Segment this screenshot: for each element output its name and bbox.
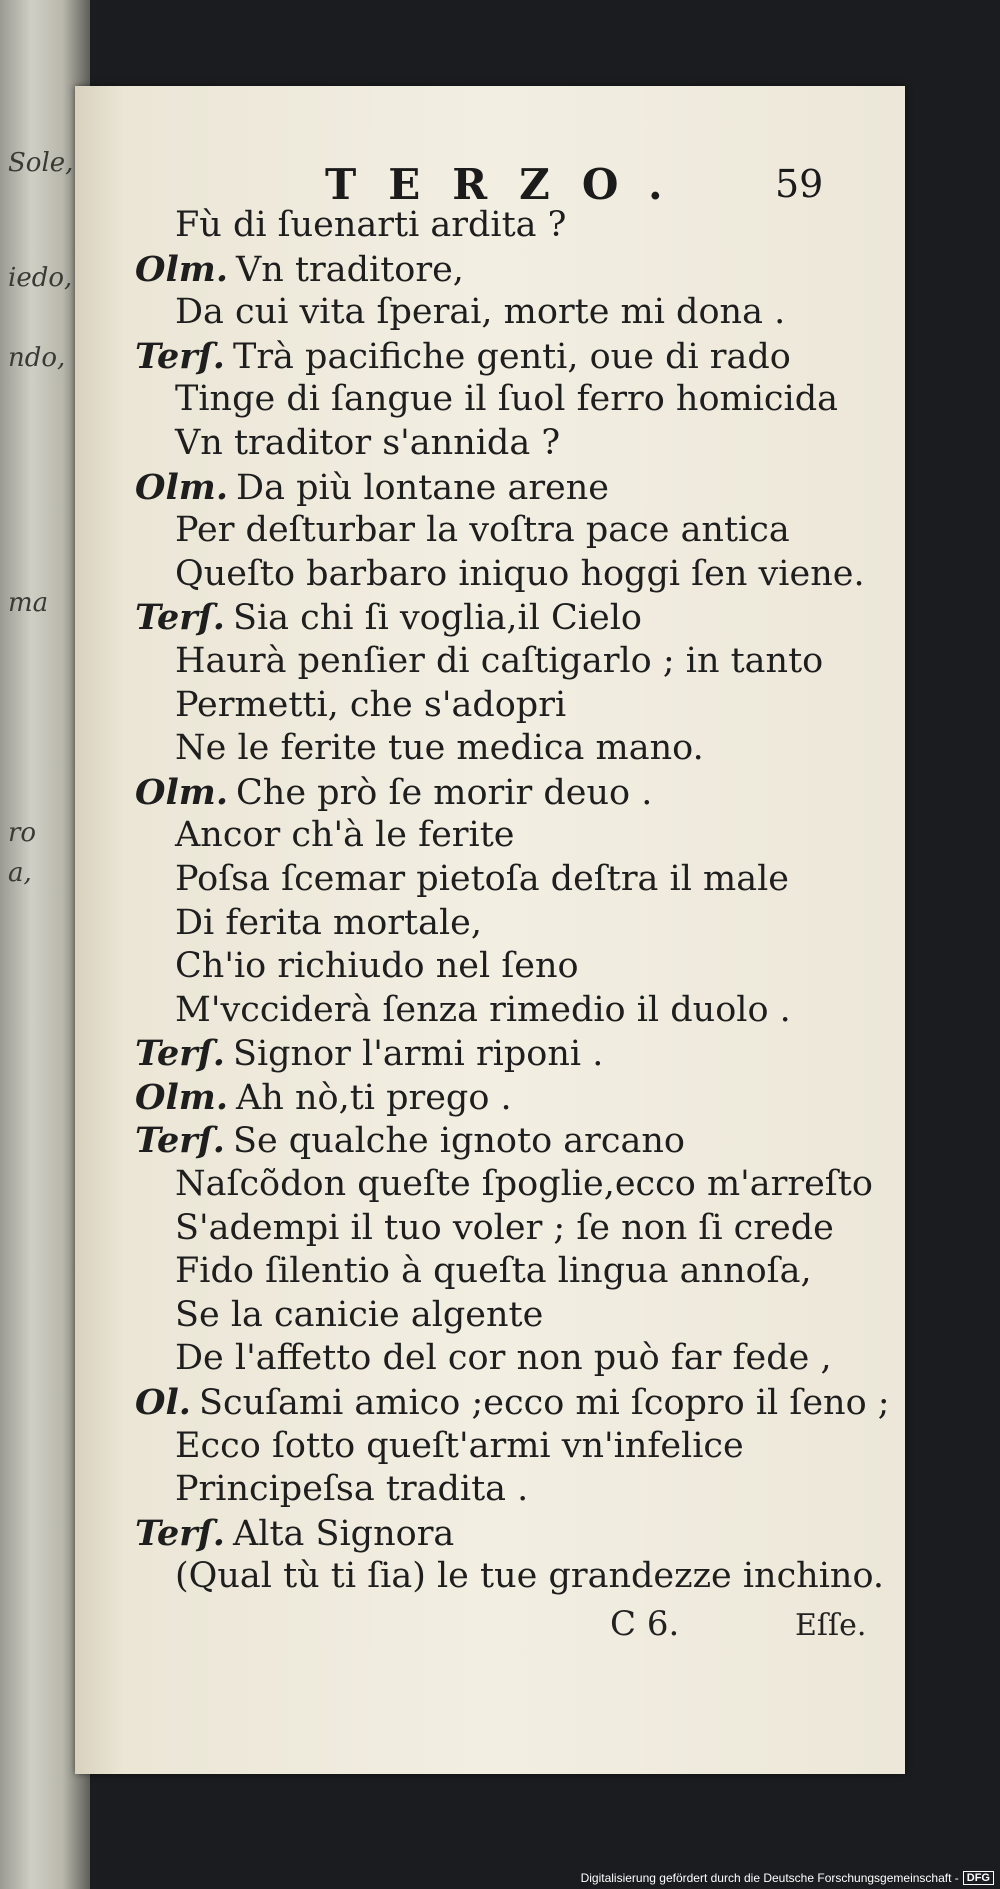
text-line [75, 945, 895, 989]
spine-fragment: iedo, [8, 263, 73, 293]
text-line [75, 466, 895, 510]
speaker-label: Ol. [135, 1382, 191, 1424]
speaker-label: Terſ. [135, 335, 225, 377]
line-text: De l'affetto del cor non può far fede , [175, 1338, 832, 1379]
speaker-label: Terſ. [135, 1120, 225, 1162]
text-line [75, 596, 895, 640]
line-text: Ah nò,ti prego . [236, 1077, 512, 1118]
footer-text: Digitalisierung gefördert durch die Deutsche Forschungsgemeinschaft - [580, 1871, 959, 1885]
line-text: Sia chi ſi voglia,il Cielo [232, 598, 642, 639]
line-text: Queſto barbaro iniquo hoggi ſen viene. [175, 553, 865, 594]
text-line [75, 378, 895, 422]
text-line [75, 422, 895, 466]
line-text: Vn traditor s'annida ? [175, 422, 561, 463]
spine-fragment: Sole, [8, 148, 74, 178]
text-line [75, 771, 895, 815]
speaker-label: Olm. [135, 248, 229, 290]
text-line [75, 902, 895, 946]
text-line [75, 291, 895, 335]
spine-fragment: a, [8, 858, 32, 888]
text-line [75, 509, 895, 553]
text-line [75, 248, 895, 292]
text-line [75, 640, 895, 684]
spine-fragment: ndo, [8, 343, 66, 373]
line-text: Di ferita mortale, [175, 902, 482, 943]
line-text: (Qual tù ti ſia) le tue grandezze inchino. [175, 1556, 885, 1597]
line-text: Poſsa ſcemar pietoſa deſtra il male [175, 858, 790, 899]
line-text: Da più lontane arene [236, 467, 610, 508]
line-text: Haurà penſier di caſtigarlo ; in tanto [175, 640, 824, 681]
text-line [75, 1468, 895, 1512]
spine-fragment: ro [8, 818, 37, 848]
text-line [75, 1294, 895, 1338]
catchword: Eſſe. [795, 1608, 867, 1643]
speaker-label: Olm. [135, 771, 229, 813]
line-text: Principeſsa tradita . [175, 1469, 529, 1510]
digitization-footer [581, 1871, 994, 1885]
text-line [75, 1207, 895, 1251]
line-text: Fù di ſuenarti ardita ? [175, 205, 567, 245]
speaker-label: Terſ. [135, 597, 225, 639]
text-line [75, 1512, 895, 1556]
text-line [75, 1337, 895, 1381]
text-line [75, 989, 895, 1033]
text-line [75, 1250, 895, 1294]
text-line [75, 684, 895, 728]
line-text: Signor l'armi riponi . [232, 1034, 604, 1075]
speaker-label: Terſ. [135, 1512, 225, 1554]
text-line [75, 1119, 895, 1163]
line-text: Per deſturbar la voſtra pace antica [175, 510, 790, 551]
spine-fragment: ma [8, 588, 49, 618]
text-line [75, 204, 895, 248]
line-text: Ancor ch'à le ferite [175, 815, 515, 856]
line-text: S'adempi il tuo voler ; ſe non ſi crede [175, 1207, 834, 1248]
line-text: Ecco ſotto queſt'armi vn'infelice [175, 1425, 744, 1466]
line-text: Ne le ferite tue medica mano. [175, 728, 704, 769]
line-text: Se la canicie algente [175, 1294, 544, 1335]
speaker-label: Olm. [135, 1076, 229, 1118]
page-number: 59 [775, 162, 824, 206]
line-text: Fido ſilentio à queſta lingua annoſa, [175, 1251, 812, 1292]
text-line [75, 335, 895, 379]
line-text: Che prò ſe morir deuo . [236, 772, 653, 813]
text-line [75, 1381, 895, 1425]
verse-text [75, 204, 895, 1599]
text-line [75, 1032, 895, 1076]
line-text: Da cui vita ſperai, morte mi dona . [175, 292, 786, 333]
text-line [75, 1076, 895, 1120]
dfg-logo-icon: DFG [963, 1871, 994, 1885]
text-line [75, 814, 895, 858]
line-text: Se qualche ignoto arcano [232, 1121, 685, 1162]
text-line [75, 1555, 895, 1599]
line-text: Trà pacifiche genti, oue di rado [232, 336, 791, 377]
text-line [75, 1425, 895, 1469]
line-text: Naſcõdon queſte ſpoglie,ecco m'arreſto [175, 1164, 873, 1205]
signature-mark: C 6. [610, 1604, 680, 1644]
text-line [75, 727, 895, 771]
line-text: Ch'io richiudo nel ſeno [175, 946, 579, 987]
speaker-label: Olm. [135, 466, 229, 508]
line-text: Alta Signora [232, 1513, 455, 1554]
running-header: TERZO. [325, 160, 695, 209]
speaker-label: Terſ. [135, 1033, 225, 1075]
line-text: Scuſami amico ;ecco mi ſcopro il ſeno ; [198, 1383, 890, 1424]
text-line [75, 553, 895, 597]
line-text: Tinge di ſangue il ſuol ferro homicida [175, 379, 838, 420]
text-line [75, 858, 895, 902]
text-line [75, 1163, 895, 1207]
book-page [75, 86, 905, 1774]
line-text: Vn traditore, [236, 249, 464, 290]
line-text: Permetti, che s'adopri [175, 684, 567, 725]
line-text: M'vcciderà ſenza rimedio il duolo . [175, 989, 791, 1030]
